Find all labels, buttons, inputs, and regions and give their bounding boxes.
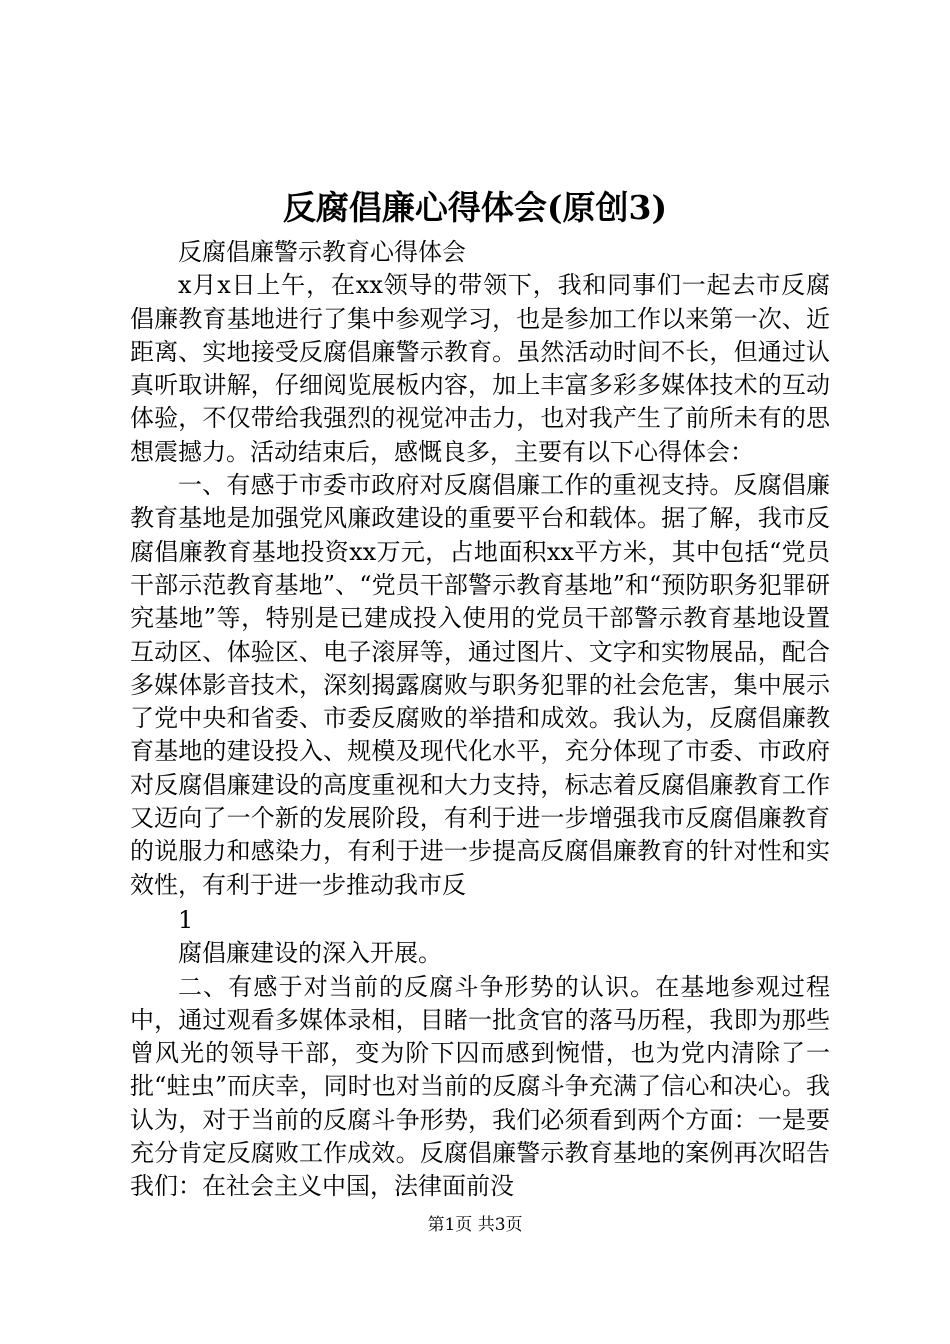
paragraph-intro: x月x日上午，在xx领导的带领下，我和同事们一起去市反腐倡廉教育基地进行了集中参观学习，也是参加工作以来第一次、近距离、实地接受反腐倡廉警示教育。虽然活动时间不长，但通过认真听取讲解，仔细阅览展板内容，加上丰富多彩多媒体技术的互动体验，不仅带给我强烈的视觉冲击力，也对我产生了前所未有的思想震撼力。活动结束后，感慨良多，主要有以下心得体会： bbox=[130, 271, 830, 466]
document-subtitle: 反腐倡廉警示教育心得体会 bbox=[178, 238, 466, 266]
document-body bbox=[130, 236, 830, 1204]
paragraph-one: 一、有感于市委市政府对反腐倡廉工作的重视支持。反腐倡廉教育基地是加强党风廉政建设的重要平台和载体。据了解，我市反腐倡廉教育基地投资xx万元，占地面积xx平方米，其中包括“党员干部示范教育基地”、“党员干部警示教育基地”和“预防职务犯罪研究基地”等，特别是已建成投入使用的党员干部警示教育基地设置互动区、体验区、电子滚屏等，通过图片、文字和实物展品，配合多媒体影音技术，深刻揭露腐败与职务犯罪的社会危害，集中展示了党中央和省委、市委反腐败的举措和成效。我认为，反腐倡廉教育基地的建设投入、规模及现代化水平，充分体现了市委、市政府对反腐倡廉建设的高度重视和大力支持，标志着反腐倡廉教育工作又迈向了一个新的发展阶段，有利于进一步增强我市反腐倡廉教育的说服力和感染力，有利于进一步提高反腐倡廉教育的针对性和实效性，有利于进一步推动我市反 bbox=[130, 471, 830, 899]
document-title: 反腐倡廉心得体会(原创3) bbox=[282, 188, 668, 227]
page-mark: 1 bbox=[178, 905, 194, 934]
page-footer: 第1页 共3页 bbox=[427, 1215, 523, 1235]
paragraph-two: 二、有感于对当前的反腐斗争形势的认识。在基地参观过程中，通过观看多媒体录相，目睹一批贪官的落马历程，我即为那些曾风光的领导干部，变为阶下囚而感到惋惜，也为党内清除了一批“蛀虫”而庆幸，同时也对当前的反腐斗争充满了信心和决心。我认为，对于当前的反腐斗争形势，我们必须看到两个方面：一是要充分肯定反腐败工作成效。反腐倡廉警示教育基地的案例再次昭告我们：在社会主义中国，法律面前没 bbox=[130, 972, 830, 1201]
paragraph-continuation: 腐倡廉建设的深入开展。 bbox=[178, 939, 442, 968]
